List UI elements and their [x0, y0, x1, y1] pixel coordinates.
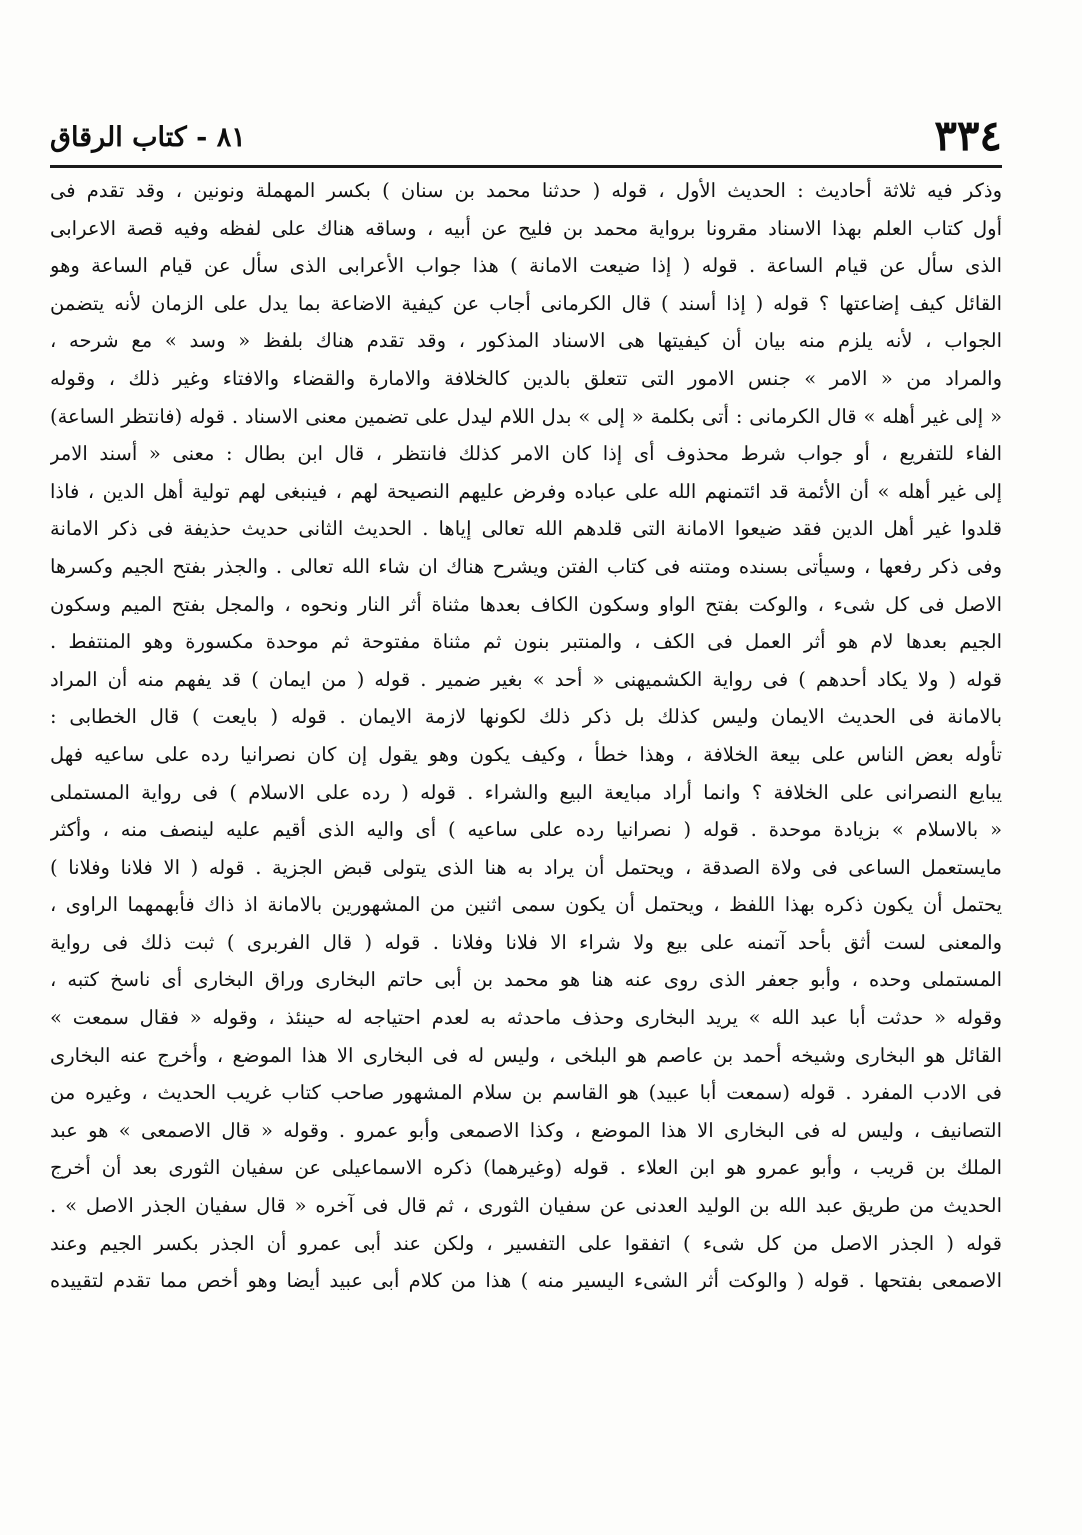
text-line: التصانيف ، وليس له فى البخارى الا هذا الموضع ، وكذا الاصمعى وأبو عمرو . وقوله « قال الاصمعى » هو عبد [50, 1118, 1002, 1142]
text-line: والمراد من « الامر » جنس الامور التى تتعلق بالدين كالخلافة والامارة والقضاء والافتاء وغير ذلك ، وقوله [50, 366, 1002, 390]
text-line: وذكر فيه ثلاثة أحاديث : الحديث الأول ، قوله ( حدثنا محمد بن سنان ) بكسر المهملة ونونين ، وقد تقدم فى [50, 179, 1002, 202]
text-line: القائل كيف إضاعتها ؟ قوله ( إذا أسند ) قال الكرمانى أجاب عن كيفية الاضاعة بما يدل على الزمان لأنه يتضمن [50, 291, 1002, 315]
text-line: وقوله « حدثت أبا عبد الله » يريد البخارى وحذف ماحدثه به لعدم احتياجه له حينئذ ، وقوله « فقال سمعت » [50, 1006, 1002, 1030]
header-divider [50, 165, 1002, 168]
text-line: قوله ( الجذر الاصل من كل شىء ) اتفقوا على التفسير ، ولكن عند أبى عمرو أن الجذر بكسر الجيم وعند [50, 1231, 1002, 1255]
text-line: تأوله بعض الناس على بيعة الخلافة ، وهذا خطأ ، وكيف يكون وهو يقول إن كان نصرانيا رده على ساعيه فهل [50, 742, 1002, 766]
text-line: الفاء للتفريع ، أو جواب شرط محذوف أى إذا كان الامر كذلك فانتظر ، قال ابن بطال : معنى « أسند الامر [50, 442, 1002, 466]
text-line: مايستعمل الساعى فى ولاة الصدقة ، ويحتمل أن يراد به هنا الذى يتولى قبض الجزية . قوله ( الا فلانا وفلانا ) [50, 855, 1002, 879]
text-line: قوله ( ولا يكاد أحدهم ) فى رواية الكشميهنى « أحد » بغير ضمير . قوله ( من ايمان ) قد يفهم منه أن المراد [50, 667, 1002, 691]
text-line: قلدوا غير أهل الدين فقد ضيعوا الامانة التى قلدهم الله تعالى إياها . الحديث الثانى حديث حذيفة فى ذكر الامانة [50, 517, 1002, 541]
page-number: ٣٣٤ [934, 111, 1002, 160]
chapter-title: ٨١ - كتاب الرقاق [50, 122, 246, 153]
text-line: الاصمعى بفتحها . قوله ( والوكت أثر الشىء اليسير منه ) هذا من كلام أبى عبيد أيضا وهو أخص مما تقدم لتقييده [50, 1269, 1002, 1293]
text-line: يحتمل أن يكون ذكره بهذا اللفظ ، ويحتمل أن يكون سمى اثنين من المشهورين بالامانة اذ ذاك فأبهمهما الراوى ، [50, 893, 1002, 917]
text-line: وفى ذكر رفعها ، وسيأتى بسنده ومتنه فى كتاب الفتن ويشرح هناك ان شاء الله تعالى . والجذر بفتح الجيم وكسرها [50, 554, 1002, 578]
text-line: بالامانة فى الحديث الايمان وليس كذلك بل ذكر ذلك لكونها لازمة الايمان . قوله ( بايعت ) قال الخطابى : [50, 705, 1002, 729]
text-line: الملك بن قريب ، وأبو عمرو هو ابن العلاء . قوله (وغيرهما) ذكره الاسماعيلى عن سفيان الثورى بعد أن أخرج [50, 1156, 1002, 1180]
text-line: يبايع النصرانى على الخلافة ؟ وانما أراد مبايعة البيع والشراء . قوله ( رده على الاسلام ) فى رواية المستملى [50, 780, 1002, 804]
text-line: المستملى وحده ، وأبو جعفر الذى روى عنه هنا هو محمد بن أبى حاتم البخارى وراق البخارى أى ناسخ كتبه ، [50, 968, 1002, 992]
text-line: « إلى غير أهله » قال الكرمانى : أتى بكلمة « إلى » بدل اللام ليدل على تضمين معنى الاسناد . قوله (فانتظر الساعة) [50, 404, 1002, 428]
text-line: الجيم بعدها لام هو أثر العمل فى الكف ، والمنتبر بنون ثم مثناة مفتوحة ثم موحدة مكسورة وهو المنتفط . [50, 630, 1002, 654]
text-line: الحديث من طريق عبد الله بن الوليد العدنى عن سفيان الثورى ، ثم قال فى آخره « قال سفيان الجذر الاصل » . [50, 1194, 1002, 1218]
text-line: فى الادب المفرد . قوله (سمعت أبا عبيد) هو القاسم بن سلام المشهور صاحب كتاب غريب الحديث ، وغيره من [50, 1081, 1002, 1105]
body-text [50, 172, 1002, 1300]
text-line: « بالاسلام » بزيادة موحدة . قوله ( نصرانيا رده على ساعيه ) أى واليه الذى أقيم عليه لينصف منه ، وأكثر [50, 818, 1002, 842]
text-line: الاصل فى كل شىء ، والوكت بفتح الواو وسكون الكاف بعدها مثناة أثر النار ونحوه ، والمجل بفتح الميم وسكون [50, 592, 1002, 616]
text-line: والمعنى لست أثق بأحد آتمنه على بيع ولا شراء الا فلانا وفلانا . قوله ( قال الفربرى ) ثبت ذلك فى رواية [50, 930, 1002, 954]
text-line: الذى سأل عن قيام الساعة . قوله ( إذا ضيعت الامانة ) هذا جواب الأعرابى الذى سأل عن قيام الساعة وهو [50, 254, 1002, 278]
text-line: الجواب ، لأنه يلزم منه بيان أن كيفيتها هى الاسناد المذكور ، وقد تقدم هناك بلفظ « وسد » مع شرحه ، [50, 329, 1002, 353]
text-line: أول كتاب العلم بهذا الاسناد مقرونا برواية محمد بن فليح عن أبيه ، وساقه هناك على لفظه وفيه قصة الاعرابى [50, 216, 1002, 240]
page-header [50, 110, 1002, 166]
text-line: إلى غير أهله » أن الأئمة قد ائتمنهم الله على عباده وفرض عليهم النصيحة لهم ، فينبغى لهم تولية أهل الدين ، فاذا [50, 479, 1002, 503]
text-line: القائل هو البخارى وشيخه أحمد بن عاصم هو البلخى ، وليس له فى البخارى الا هذا الموضع ، وأخرج عنه البخارى [50, 1043, 1002, 1067]
